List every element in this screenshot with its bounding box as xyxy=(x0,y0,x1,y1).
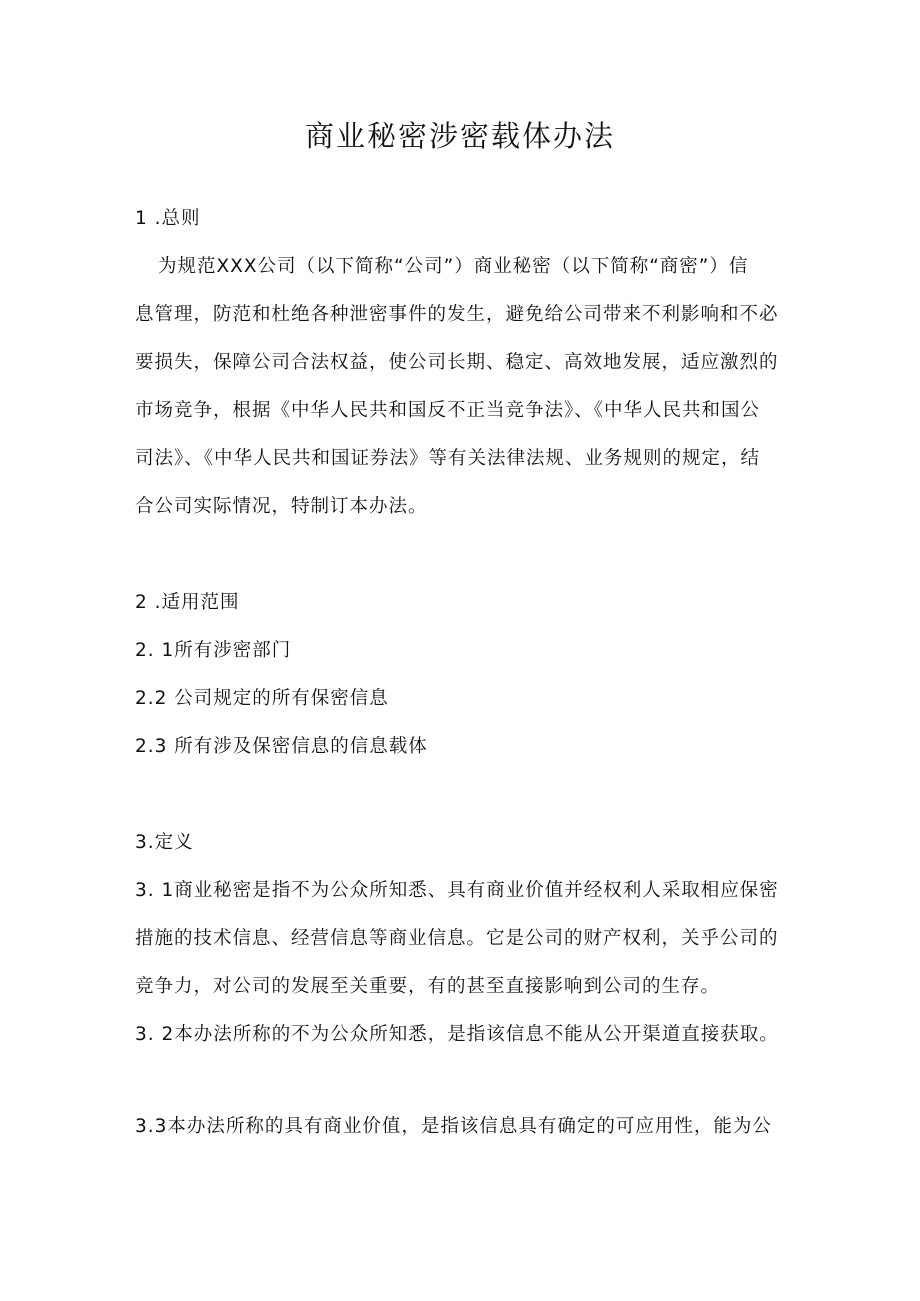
section-heading-scope: 2 .适用范围 xyxy=(135,592,240,613)
paragraph-line: 息管理，防范和杜绝各种泄密事件的发生，避免给公司带来不利影响和不必 xyxy=(135,304,779,325)
paragraph-line: 3. 2本办法所称的不为公众所知悉，是指该信息不能从公开渠道直接获取。 xyxy=(135,1024,779,1045)
paragraph-line: 合公司实际情况，特制订本办法。 xyxy=(135,496,428,517)
paragraph-line: 司法》、《中华人民共和国证券法》等有关法律法规、业务规则的规定，结 xyxy=(135,448,761,469)
section-heading-general: 1 .总则 xyxy=(135,208,201,229)
section-heading-definitions: 3.定义 xyxy=(135,832,194,853)
paragraph-line: 要损失，保障公司合法权益，使公司长期、稳定、高效地发展，适应激烈的 xyxy=(135,352,779,373)
document-title: 商业秘密涉密载体办法 xyxy=(304,119,615,153)
paragraph-line: 为规范XXX公司（以下简称“公司”）商业秘密（以下简称“商密”）信 xyxy=(158,256,749,277)
paragraph-line: 市场竞争，根据《中华人民共和国反不正当竞争法》、《中华人民共和国公 xyxy=(135,400,761,421)
paragraph-line: 竞争力，对公司的发展至关重要，有的甚至直接影响到公司的生存。 xyxy=(135,976,721,997)
list-item: 2.2 公司规定的所有保密信息 xyxy=(135,688,389,709)
paragraph-line: 3.3本办法所称的具有商业价值，是指该信息具有确定的可应用性，能为公 xyxy=(135,1116,772,1137)
list-item: 2. 1所有涉密部门 xyxy=(135,640,292,661)
paragraph-line: 措施的技术信息、经营信息等商业信息。它是公司的财产权利，关乎公司的 xyxy=(135,928,779,949)
paragraph-line: 3. 1商业秘密是指不为公众所知悉、具有商业价值并经权利人采取相应保密 xyxy=(135,880,779,901)
list-item: 2.3 所有涉及保密信息的信息载体 xyxy=(135,736,428,757)
